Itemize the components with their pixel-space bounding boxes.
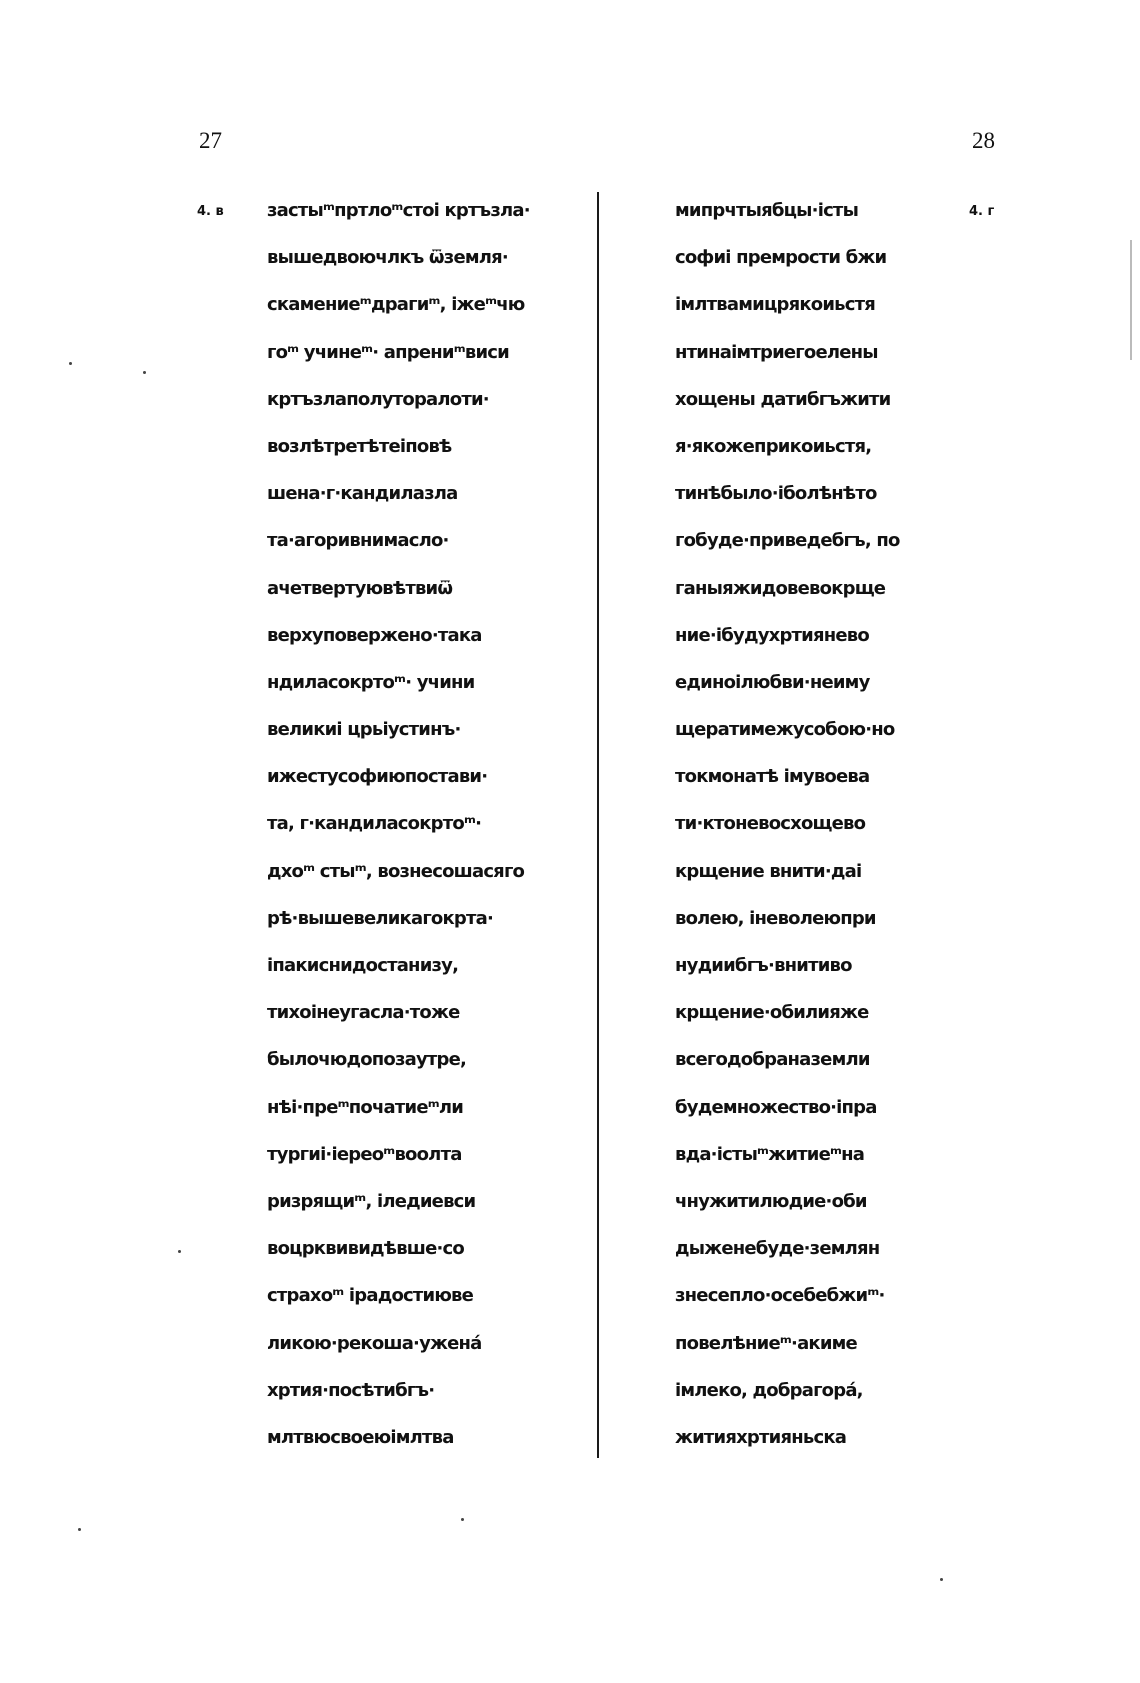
scan-speck <box>178 1250 181 1253</box>
text-line: житияхртияньска <box>675 1426 847 1448</box>
scan-speck <box>461 1518 464 1521</box>
text-line: будемножество·іпра <box>675 1096 877 1118</box>
text-line: гоᵐ учинеᵐ· апрениᵐвиси <box>267 341 509 363</box>
text-line: страхоᵐ ірадостиюве <box>267 1285 474 1307</box>
text-line: нудиибгъ·внитиво <box>675 955 852 976</box>
text-line: всегодобраназемли <box>675 1049 870 1071</box>
column-divider <box>597 192 599 1458</box>
text-line: единоілюбви·неиму <box>675 671 870 693</box>
text-line: крщение·обилияже <box>675 1002 869 1024</box>
text-line: імлеко, добрагорá, <box>675 1379 863 1401</box>
text-line: софиі премрости бжи <box>675 247 887 269</box>
text-line: та, г·кандиласокртоᵐ· <box>267 813 482 835</box>
text-line: вышедвоючлкъ ѿземля· <box>267 247 508 269</box>
text-column-right <box>675 197 900 1471</box>
text-line: ризрящиᵐ, іледиевси <box>267 1190 476 1212</box>
text-line: ижестусофиюпостави· <box>267 766 488 788</box>
text-line: хощены датибгъжити <box>675 388 891 410</box>
text-line: нтинаімтриегоелены <box>675 341 878 363</box>
text-line: кртъзлаполуторалоти· <box>267 388 489 410</box>
text-line: дыженебуде·землян <box>675 1238 880 1260</box>
text-line: тургиі·іереоᵐвоолта <box>267 1143 462 1165</box>
text-line: нѣі·преᵐпочатиеᵐли <box>267 1096 464 1118</box>
text-line: хртия·посѣтибгъ· <box>267 1379 435 1401</box>
text-line: гобуде·приведебгъ, по <box>675 530 900 552</box>
text-line: мипрчтыябцы·істы <box>675 200 859 221</box>
text-line: крщение внити·даі <box>675 860 862 882</box>
text-line: ганыяжидовевокрще <box>675 577 886 599</box>
page-number-right: 28 <box>972 128 995 153</box>
text-line: чнужитилюдие·оби <box>675 1190 867 1212</box>
scan-speck <box>69 362 72 365</box>
text-line: ликою·рекоша·уженá <box>267 1332 482 1354</box>
scan-edge-mark <box>1130 240 1132 360</box>
text-line: застыᵐпртлоᵐстоі кртъзла· <box>267 200 530 221</box>
text-line: вда·істыᵐжитиеᵐна <box>675 1143 865 1165</box>
text-line: щератимежусобою·но <box>675 719 895 741</box>
scan-speck <box>143 371 146 374</box>
text-line: великиі црьіустинъ· <box>267 719 461 741</box>
text-line: верхуповержено·така <box>267 624 482 646</box>
scan-speck <box>78 1528 81 1531</box>
text-line: токмонатѣ імувоева <box>675 766 870 788</box>
text-line: імлтвамицрякоиьстя <box>675 294 875 316</box>
text-line: рѣ·вышевеликагокрта· <box>267 907 494 929</box>
text-line: ндиласокртоᵐ· учини <box>267 671 475 693</box>
text-line: повелѣниеᵐ·акиме <box>675 1332 857 1354</box>
text-line: тинѣбыло·іболѣнѣто <box>675 483 877 505</box>
text-line: я·якожеприкоиьстя, <box>675 435 872 457</box>
page-number-left: 27 <box>199 128 222 153</box>
text-line: тихоінеугасла·тоже <box>267 1002 460 1024</box>
text-line: возлѣтретѣтеіповѣ <box>267 435 452 457</box>
text-column-left <box>267 197 530 1471</box>
text-line: волею, іневолеюпри <box>675 907 876 929</box>
text-line: ние·ібудухртиянево <box>675 624 869 646</box>
text-line: дхоᵐ стыᵐ, вознесошасяго <box>267 860 525 882</box>
text-line: ачетвертуювѣтвиѿ <box>267 577 453 599</box>
text-line: знесепло·осебебжиᵐ· <box>675 1285 885 1307</box>
text-line: та·агоривнимасло· <box>267 530 449 552</box>
folio-marker-right: 4. г <box>969 204 995 219</box>
text-line: шена·г·кандилазла <box>267 483 458 505</box>
text-line: ти·ктоневосхощево <box>675 813 866 835</box>
scan-speck <box>940 1578 943 1581</box>
text-line: былочюдопозаутре, <box>267 1049 467 1071</box>
folio-marker-left: 4. в <box>197 204 224 219</box>
text-line: млтвюсвоеюімлтва <box>267 1426 454 1448</box>
text-line: скамениеᵐдрагиᵐ, іжеᵐчю <box>267 294 525 316</box>
text-line: іпакиснидостанизу, <box>267 955 459 976</box>
text-line: воцрквивидѣвше·со <box>267 1238 464 1260</box>
